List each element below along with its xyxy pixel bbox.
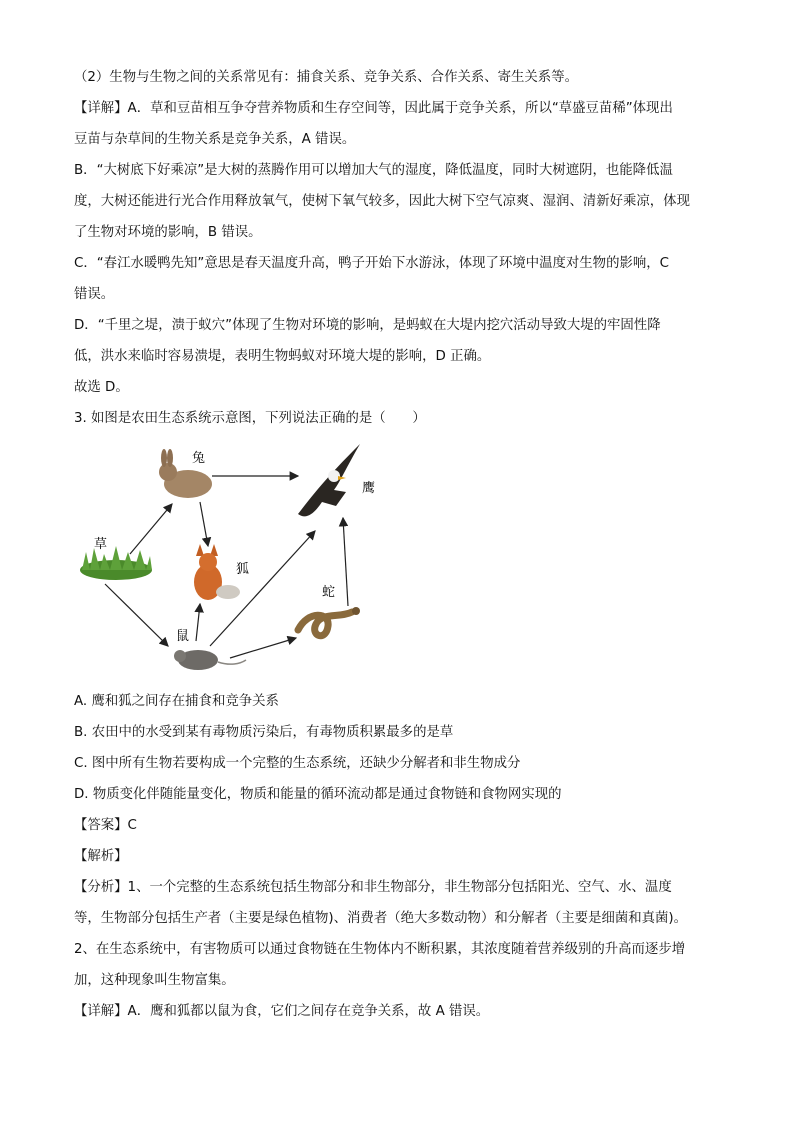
food-web-diagram: [70, 436, 390, 681]
line-6: 了生物对环境的影响，B 错误。: [74, 225, 262, 240]
question-stem: 3. 如图是农田生态系统示意图，下列说法正确的是（ ）: [74, 411, 426, 426]
option-c: C. 图中所有生物若要构成一个完整的生态系统，还缺少分解者和非生物成分: [74, 756, 521, 771]
line-2: 【详解】A．草和豆苗相互争夺营养物质和生存空间等，因此属于竞争关系，所以“草盛豆苗稀”体现出: [74, 101, 673, 116]
analysis-line-2: 等，生物部分包括生产者（主要是绿色植物)、消费者（绝大多数动物）和分解者（主要是细菌和真菌)。: [74, 911, 688, 926]
label-eagle: 鹰: [362, 481, 376, 496]
mouse-image: [174, 650, 246, 670]
line-11: 故选 D。: [74, 380, 129, 395]
line-8: 错误。: [74, 287, 115, 302]
analysis-line-3: 2、在生态系统中，有害物质可以通过食物链在生物体内不断积累，其浓度随着营养级别的升高而逐步增: [74, 942, 686, 957]
arrow-grass-mouse: [105, 584, 168, 646]
label-snake: 蛇: [322, 585, 336, 600]
analysis-heading: 【解析】: [74, 849, 128, 864]
label-fox: 狐: [236, 562, 250, 577]
analysis-line-1: 【分析】1、一个完整的生态系统包括生物部分和非生物部分，非生物部分包括阳光、空气、水、温度: [74, 880, 672, 895]
option-d: D. 物质变化伴随能量变化，物质和能量的循环流动都是通过食物链和食物网实现的: [74, 787, 562, 802]
option-b: B. 农田中的水受到某有毒物质污染后，有毒物质积累最多的是草: [74, 725, 454, 740]
eagle-image: [298, 444, 360, 516]
arrow-snake-eagle: [343, 518, 348, 606]
fox-image: [194, 544, 240, 600]
line-4: B．“大树底下好乘凉”是大树的蒸腾作用可以增加大气的湿度，降低温度，同时大树遮阴，也能降低温: [74, 163, 673, 178]
line-3: 豆苗与杂草间的生物关系是竞争关系，A 错误。: [74, 132, 356, 147]
arrow-mouse-snake: [230, 638, 296, 658]
line-7: C．“春江水暖鸭先知”意思是春天温度升高，鸭子开始下水游泳，体现了环境中温度对生物的影响，C: [74, 256, 669, 271]
analysis-line-5: 【详解】A．鹰和狐都以鼠为食，它们之间存在竞争关系，故 A 错误。: [74, 1004, 490, 1019]
option-a: A. 鹰和狐之间存在捕食和竞争关系: [74, 694, 279, 709]
label-mouse: 鼠: [176, 629, 190, 644]
line-1: （2）生物与生物之间的关系常见有：捕食关系、竞争关系、合作关系、寄生关系等。: [74, 70, 578, 85]
grass-image: [80, 546, 152, 580]
arrow-rabbit-fox: [200, 502, 208, 546]
snake-image: [298, 607, 360, 636]
line-9: D．“千里之堤，溃于蚁穴”体现了生物对环境的影响，是蚂蚁在大堤内挖穴活动导致大堤的牢固性降: [74, 318, 661, 333]
arrow-grass-rabbit: [130, 504, 172, 554]
arrow-mouse-fox: [196, 604, 200, 641]
line-10: 低，洪水来临时容易溃堤，表明生物蚂蚁对环境大堤的影响，D 正确。: [74, 349, 491, 364]
line-5: 度，大树还能进行光合作用释放氧气，使树下氧气较多，因此大树下空气凉爽、湿润、清新好乘凉，体现: [74, 194, 690, 209]
label-grass: 草: [94, 537, 108, 552]
answer: 【答案】C: [74, 818, 137, 833]
analysis-line-4: 加，这种现象叫生物富集。: [74, 973, 235, 988]
label-rabbit: 兔: [192, 451, 206, 466]
